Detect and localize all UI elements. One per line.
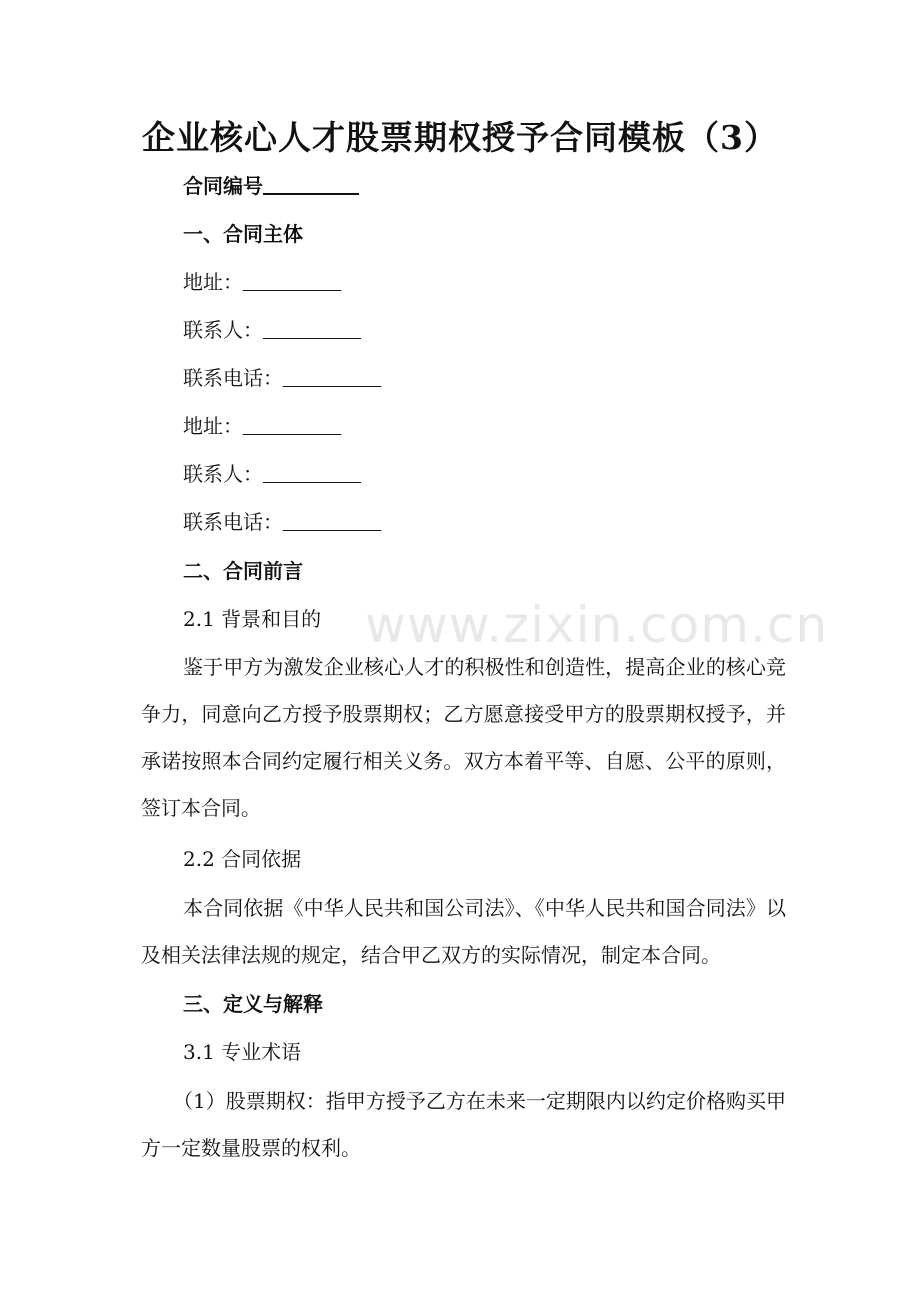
contract-number-line: [183, 172, 359, 200]
party-b-phone-label: 联系电话：: [183, 510, 283, 534]
party-b-address-blank: [243, 414, 341, 435]
contract-number-blank: [263, 173, 359, 195]
party-a-phone-label: 联系电话：: [183, 366, 283, 390]
section-3-heading: 三、定义与解释: [183, 992, 323, 1016]
party-a-address-line: [183, 268, 341, 296]
party-a-contact-line: [183, 316, 361, 344]
party-a-address-blank: [243, 270, 341, 291]
party-b-contact-label: 联系人：: [183, 462, 263, 486]
party-b-phone-line: [183, 508, 381, 536]
party-a-contact-blank: [263, 318, 361, 339]
party-a-contact-label: 联系人：: [183, 318, 263, 342]
section-2-heading: 二、合同前言: [183, 559, 303, 583]
section-3-1-heading: 3.1 专业术语: [183, 1040, 302, 1064]
document-title: 企业核心人才股票期权授予合同模板（3）: [142, 118, 778, 157]
party-a-phone-blank: [283, 366, 381, 387]
section-3-1-item-1: （1）股票期权：指甲方授予乙方在未来一定期限内以约定价格购买甲方一定数量股票的权利。: [141, 1089, 786, 1160]
section-2-1-paragraph: 鉴于甲方为激发企业核心人才的积极性和创造性，提高企业的核心竞争力，同意向乙方授予股票期权；乙方愿意接受甲方的股票期权授予，并承诺按照本合同约定履行相关义务。双方本着平等、自愿、公平的原则，签订本合同。: [141, 655, 786, 820]
party-a-phone-line: [183, 364, 381, 392]
watermark-text: www.zixin.com.cn: [365, 596, 829, 654]
section-1-heading: 一、合同主体: [183, 222, 303, 246]
party-b-address-line: [183, 412, 341, 440]
party-b-contact-line: [183, 460, 361, 488]
party-b-phone-blank: [283, 510, 381, 531]
section-2-2-paragraph: 本合同依据《中华人民共和国公司法》、《中华人民共和国合同法》以及相关法律法规的规定，结合甲乙双方的实际情况，制定本合同。: [141, 896, 786, 967]
contract-number-label: 合同编号: [183, 174, 263, 198]
party-a-address-label: 地址：: [183, 270, 243, 294]
section-2-1-heading: 2.1 背景和目的: [183, 607, 322, 631]
party-b-contact-blank: [263, 462, 361, 483]
section-2-2-heading: 2.2 合同依据: [183, 847, 302, 871]
party-b-address-label: 地址：: [183, 414, 243, 438]
